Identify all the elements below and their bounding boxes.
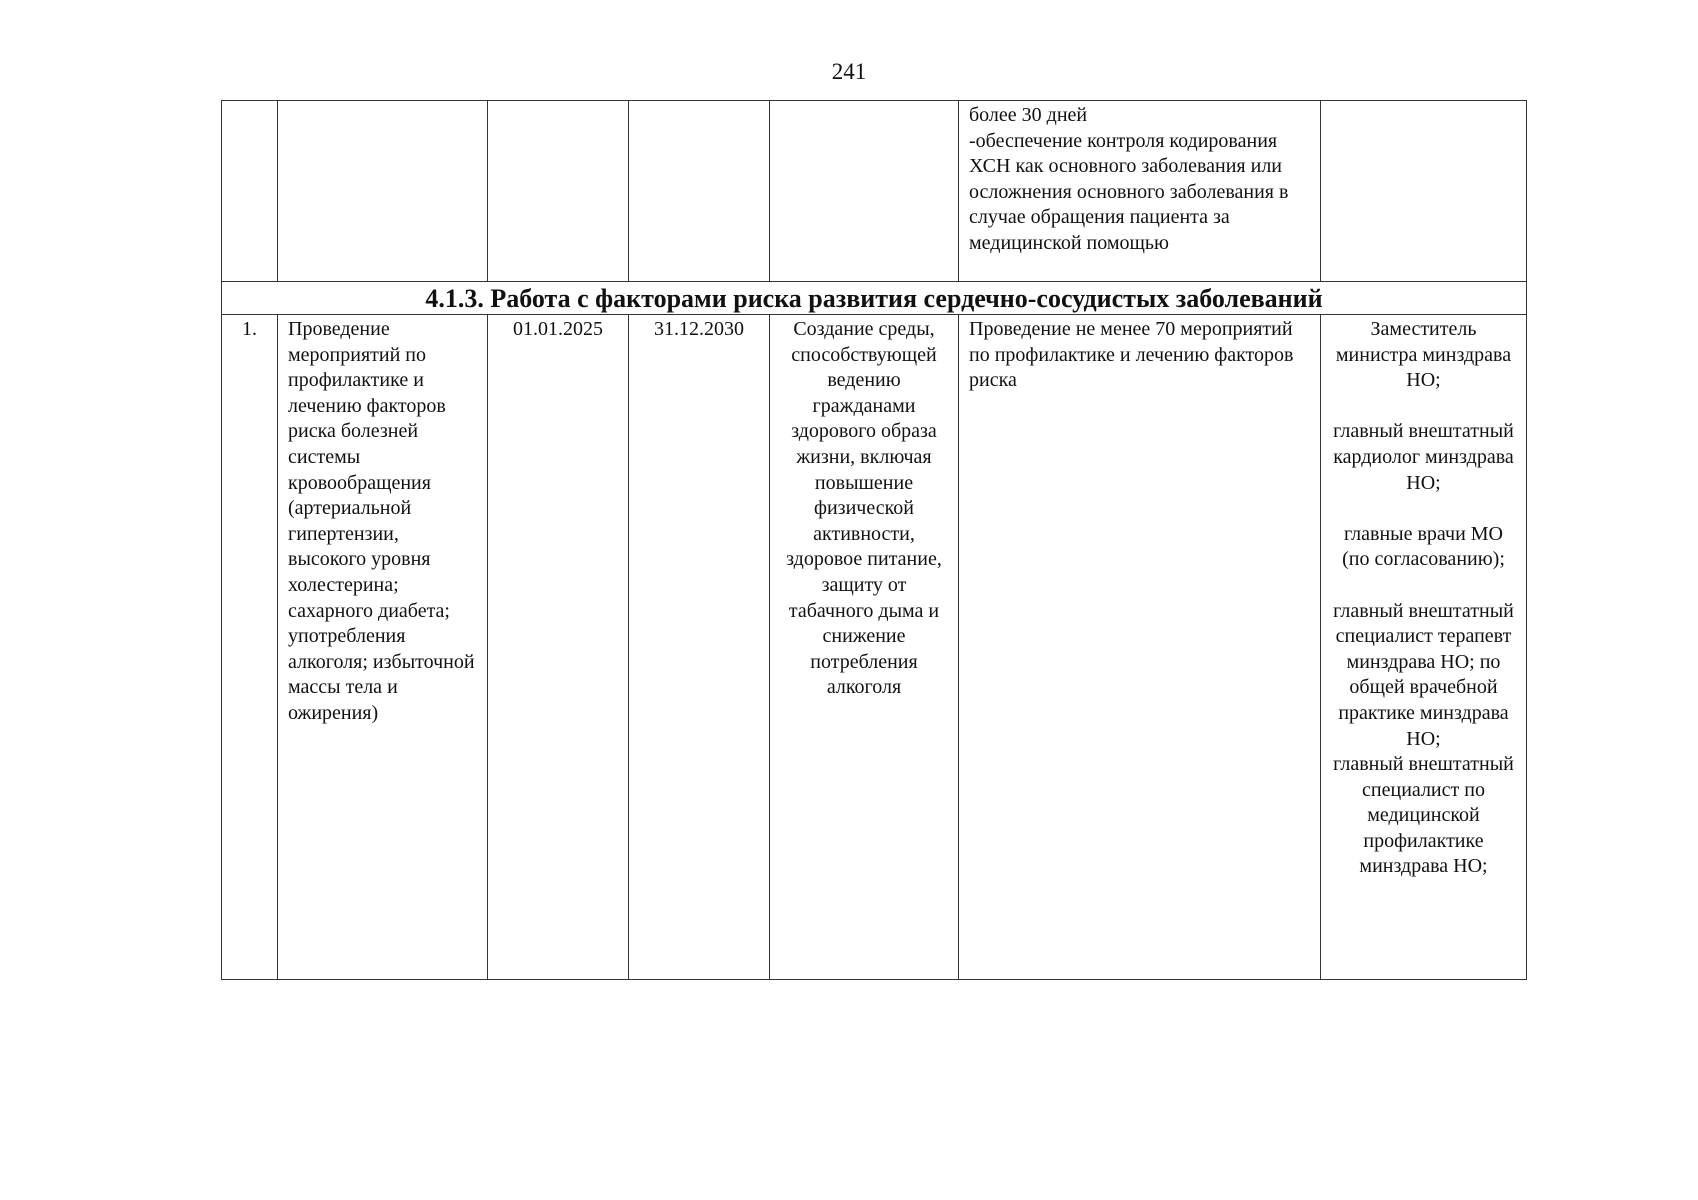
cell-activity	[278, 101, 488, 282]
cell-responsible	[1321, 101, 1527, 282]
cell-end-date: 31.12.2030	[629, 315, 770, 980]
table-row-continuation	[222, 101, 1527, 282]
page-number: 241	[831, 59, 867, 84]
section-heading-row	[222, 282, 1527, 315]
cell-activity: Проведение мероприятий по профилактике и лечению факторов риска болезней системы кровообращения (артериальной гипертензии, высокого уровня холестерина; сахарного диабета; употребления алкоголя; избыточной массы тела и ожирения)	[278, 315, 488, 980]
cell-indicator: Проведение не менее 70 мероприятий по профилактике и лечению факторов риска	[959, 315, 1321, 980]
cell-number	[222, 101, 278, 282]
cell-start-date: 01.01.2025	[488, 315, 629, 980]
cell-expected-result	[770, 101, 959, 282]
cell-indicator-continuation: более 30 дней -обеспечение контроля кодирования ХСН как основного заболевания или осложнения основного заболевания в случае обращения пациента за медицинской помощью	[959, 101, 1321, 282]
cell-expected-result: Создание среды, способствующей ведению гражданами здорового образа жизни, включая повышение физической активности, здоровое питание, защиту от табачного дыма и снижение потребления алкоголя	[770, 315, 959, 980]
cell-responsible: Заместитель министра минздрава НО; главный внештатный кардиолог минздрава НО; главные врачи МО (по согласованию); главный внештатный специалист терапевт минздрава НО; по общей врачебной практике минздрава НО; главный внештатный специалист по медицинской профилактике минздрава НО;	[1321, 315, 1527, 980]
measures-table	[221, 100, 1527, 980]
cell-end-date	[629, 101, 770, 282]
section-heading: 4.1.3. Работа с факторами риска развития сердечно-сосудистых заболеваний	[222, 282, 1527, 315]
cell-number: 1.	[222, 315, 278, 980]
table-row	[222, 315, 1527, 980]
cell-start-date	[488, 101, 629, 282]
